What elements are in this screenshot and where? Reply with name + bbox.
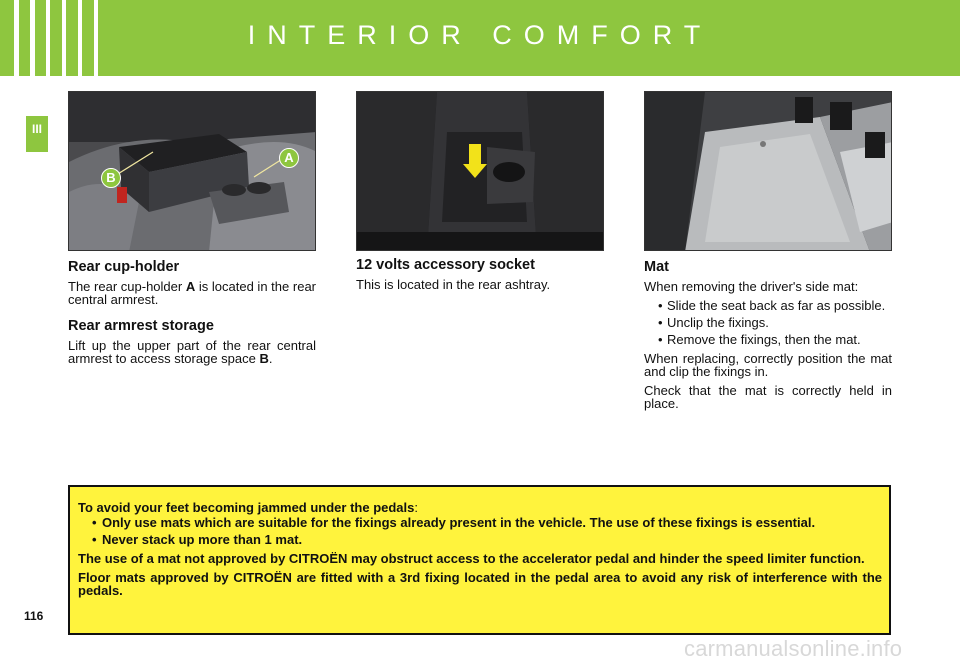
label-b-ref: B xyxy=(259,351,269,366)
column-accessory-socket xyxy=(356,257,604,297)
warning-third-fixing-text: Floor mats approved by CITROËN are fitted with a 3rd fixing located in the pedal area to avoid any risk of interference with the pedals. xyxy=(78,570,882,598)
mat-replace-text: When replacing, correctly position the mat and clip the fixings in. xyxy=(644,351,892,379)
text-run: is located in the rear central armrest. xyxy=(68,279,316,307)
page-title: INTERIOR COMFORT xyxy=(247,20,713,50)
header-stripe xyxy=(46,0,50,76)
text-run: : xyxy=(414,500,418,515)
header-stripe xyxy=(78,0,82,76)
callout-b: B xyxy=(101,168,121,188)
list-item: • Only use mats which are suitable for the fixings already present in the vehicle. The use of these fixings is essential. xyxy=(78,516,882,529)
header-stripe xyxy=(94,0,98,76)
photo-accessory-socket xyxy=(356,91,604,251)
heading-rear-cup-holder: Rear cup-holder xyxy=(68,259,180,275)
warning-lead xyxy=(78,501,882,514)
mat-check-text: Check that the mat is correctly held in place. xyxy=(644,383,892,411)
list-item: • Unclip the fixings. xyxy=(644,316,892,329)
photo-rear-armrest xyxy=(68,91,316,251)
text-run: To avoid your feet becoming jammed under the pedals xyxy=(78,500,415,515)
section-tab-label: III xyxy=(31,122,42,136)
armrest-storage-text xyxy=(68,339,316,365)
warning-box xyxy=(68,485,891,635)
warning-approved-text: The use of a mat not approved by CITROËN may obstruct access to the accelerator pedal and hinder the speed limiter function. xyxy=(78,551,865,566)
list-item: • Slide the seat back as far as possible. xyxy=(644,299,892,312)
column-cup-holder xyxy=(68,259,316,371)
heading-accessory-socket: 12 volts accessory socket xyxy=(356,257,535,273)
list-item: • Never stack up more than 1 mat. xyxy=(78,533,882,546)
text-run: Lift up the upper part of the rear central armrest to access storage space xyxy=(68,338,316,366)
header-stripe xyxy=(62,0,66,76)
callout-a: A xyxy=(279,148,299,168)
watermark: carmanualsonline.info xyxy=(684,636,903,661)
header-stripe xyxy=(30,0,35,76)
accessory-socket-text: This is located in the rear ashtray. xyxy=(356,277,551,292)
header-stripe xyxy=(14,0,19,76)
heading-rear-armrest-storage: Rear armrest storage xyxy=(68,318,214,334)
page-number: 116 xyxy=(24,609,44,623)
column-mat xyxy=(644,259,892,416)
warning-bullets xyxy=(78,516,882,546)
text-run: . xyxy=(268,351,273,366)
mat-steps xyxy=(644,299,892,346)
mat-intro: When removing the driver's side mat: xyxy=(644,279,859,294)
photo-floor-mat xyxy=(644,91,892,251)
text-run: The rear cup-holder xyxy=(68,279,186,294)
label-a-ref: A xyxy=(185,279,196,294)
cup-holder-text xyxy=(68,280,316,306)
heading-mat: Mat xyxy=(644,259,669,275)
list-item: • Remove the fixings, then the mat. xyxy=(644,333,892,346)
